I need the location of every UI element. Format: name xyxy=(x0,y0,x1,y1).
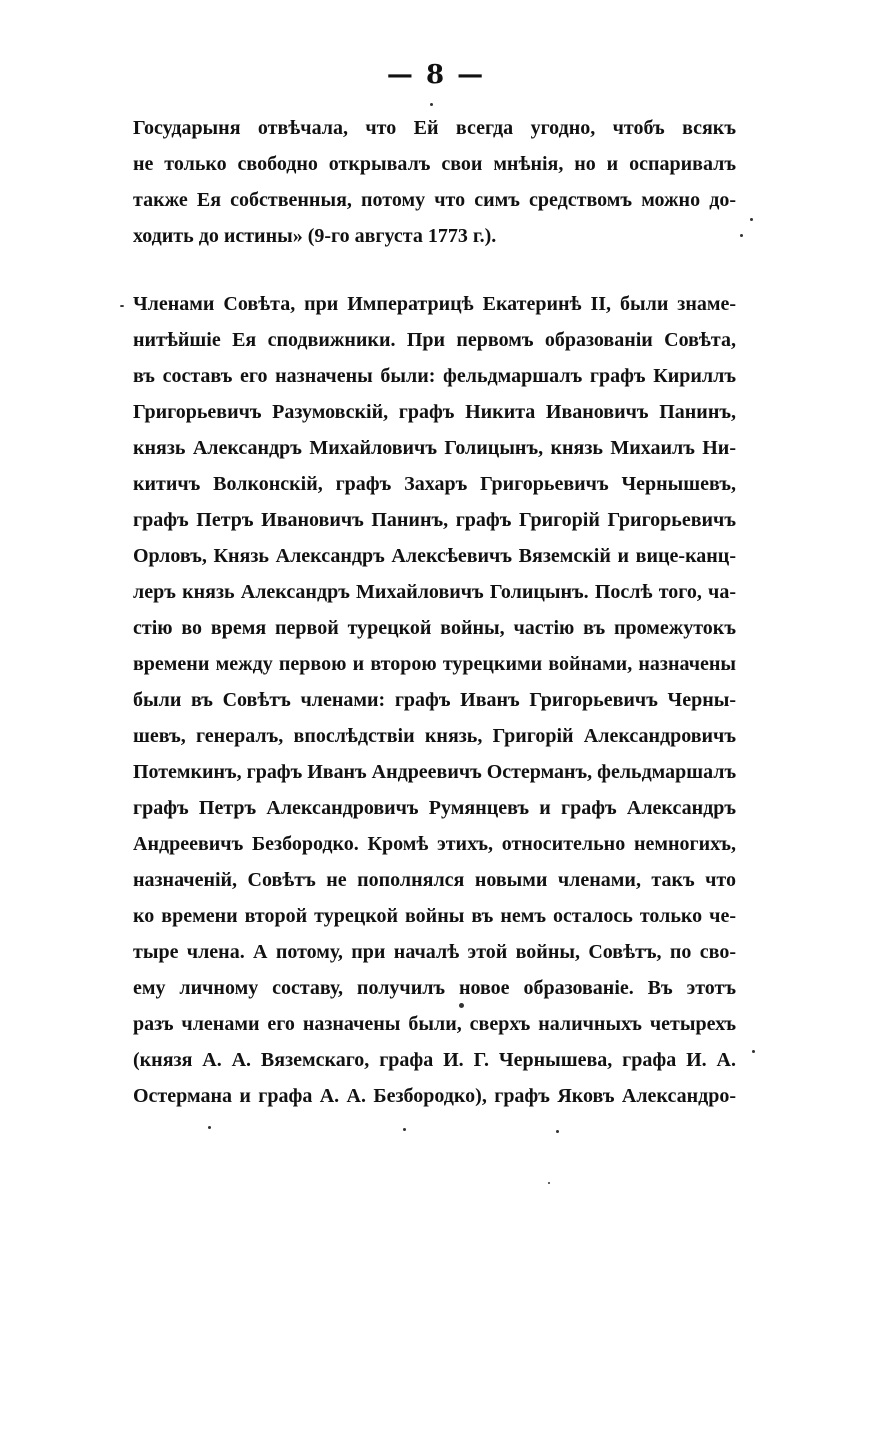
text-line: китичъ Волконскій, графъ Захаръ Григорьевичъ Чернышевъ, xyxy=(133,473,736,495)
text-line: не только свободно открывалъ свои мнѣнія, но и оспаривалъ xyxy=(133,153,736,175)
scan-speck xyxy=(548,1182,550,1184)
text-line: Потемкинъ, графъ Иванъ Андреевичъ Остерманъ, фельдмаршалъ xyxy=(133,761,737,783)
text-line: Григорьевичъ Разумовскій, графъ Никита Ивановичъ Панинъ, xyxy=(133,401,736,423)
text-line: нитѣйшіе Ея сподвижники. При первомъ образованіи Совѣта, xyxy=(133,329,736,351)
text-line: Членами Совѣта, при Императрицѣ Екатеринѣ II, были знаме- xyxy=(133,293,736,315)
text-line: были въ Совѣтъ членами: графъ Иванъ Григорьевичъ Черны- xyxy=(133,689,736,711)
scan-speck xyxy=(740,234,743,237)
text-line: Андреевичъ Безбородко. Кромѣ этихъ, относительно немногихъ, xyxy=(133,833,736,855)
text-line: леръ князь Александръ Михайловичъ Голицынъ. Послѣ того, ча- xyxy=(133,581,736,603)
scan-speck xyxy=(459,1003,464,1008)
text-line: также Ея собственныя, потому что симъ средствомъ можно до- xyxy=(133,189,736,211)
scan-speck xyxy=(752,1050,755,1053)
text-line: Остермана и графа А. А. Безбородко), графъ Яковъ Александро- xyxy=(133,1085,736,1107)
scan-speck xyxy=(403,1128,406,1131)
text-line: шевъ, генералъ, впослѣдствіи князь, Григорій Александровичъ xyxy=(133,725,736,747)
paragraph-1 xyxy=(133,110,736,254)
text-line: времени между первою и второю турецкими войнами, назначены xyxy=(133,653,736,675)
scan-speck xyxy=(556,1130,559,1133)
text-line: графъ Петръ Александровичъ Румянцевъ и графъ Александръ xyxy=(133,797,736,819)
text-line: разъ членами его назначены были, сверхъ наличныхъ четырехъ xyxy=(133,1013,736,1035)
text-line: стію во время первой турецкой войны, частію въ промежутокъ xyxy=(133,617,736,639)
text-line: (князя А. А. Вяземскаго, графа И. Г. Чернышева, графа И. А. xyxy=(133,1049,736,1071)
page-number: — 8 — xyxy=(386,60,486,90)
text-line: князь Александръ Михайловичъ Голицынъ, князь Михаилъ Ни- xyxy=(133,437,736,459)
text-line: тыре члена. А потому, при началѣ этой войны, Совѣтъ, по сво- xyxy=(133,941,736,963)
scan-speck xyxy=(120,305,124,307)
scan-speck xyxy=(750,218,753,221)
scan-speck xyxy=(208,1126,211,1129)
paragraph-2 xyxy=(133,286,736,1114)
text-line: ко времени второй турецкой войны въ немъ осталось только че- xyxy=(133,905,736,927)
text-line: Государыня отвѣчала, что Ей всегда угодно, чтобъ всякъ xyxy=(133,117,736,139)
text-line: назначеній, Совѣтъ не пополнялся новыми членами, такъ что xyxy=(133,869,736,891)
text-line: графъ Петръ Ивановичъ Панинъ, графъ Григорій Григорьевичъ xyxy=(133,509,736,531)
scan-speck xyxy=(430,103,433,106)
text-line: Орловъ, Князь Александръ Алексѣевичъ Вяземскій и вице-канц- xyxy=(133,545,736,567)
text-line: ходить до истины» (9-го августа 1773 г.). xyxy=(133,225,497,247)
text-line: ему личному составу, получилъ новое образованіе. Въ этотъ xyxy=(133,977,736,999)
text-line: въ составъ его назначены были: фельдмаршалъ графъ Кириллъ xyxy=(133,365,736,387)
